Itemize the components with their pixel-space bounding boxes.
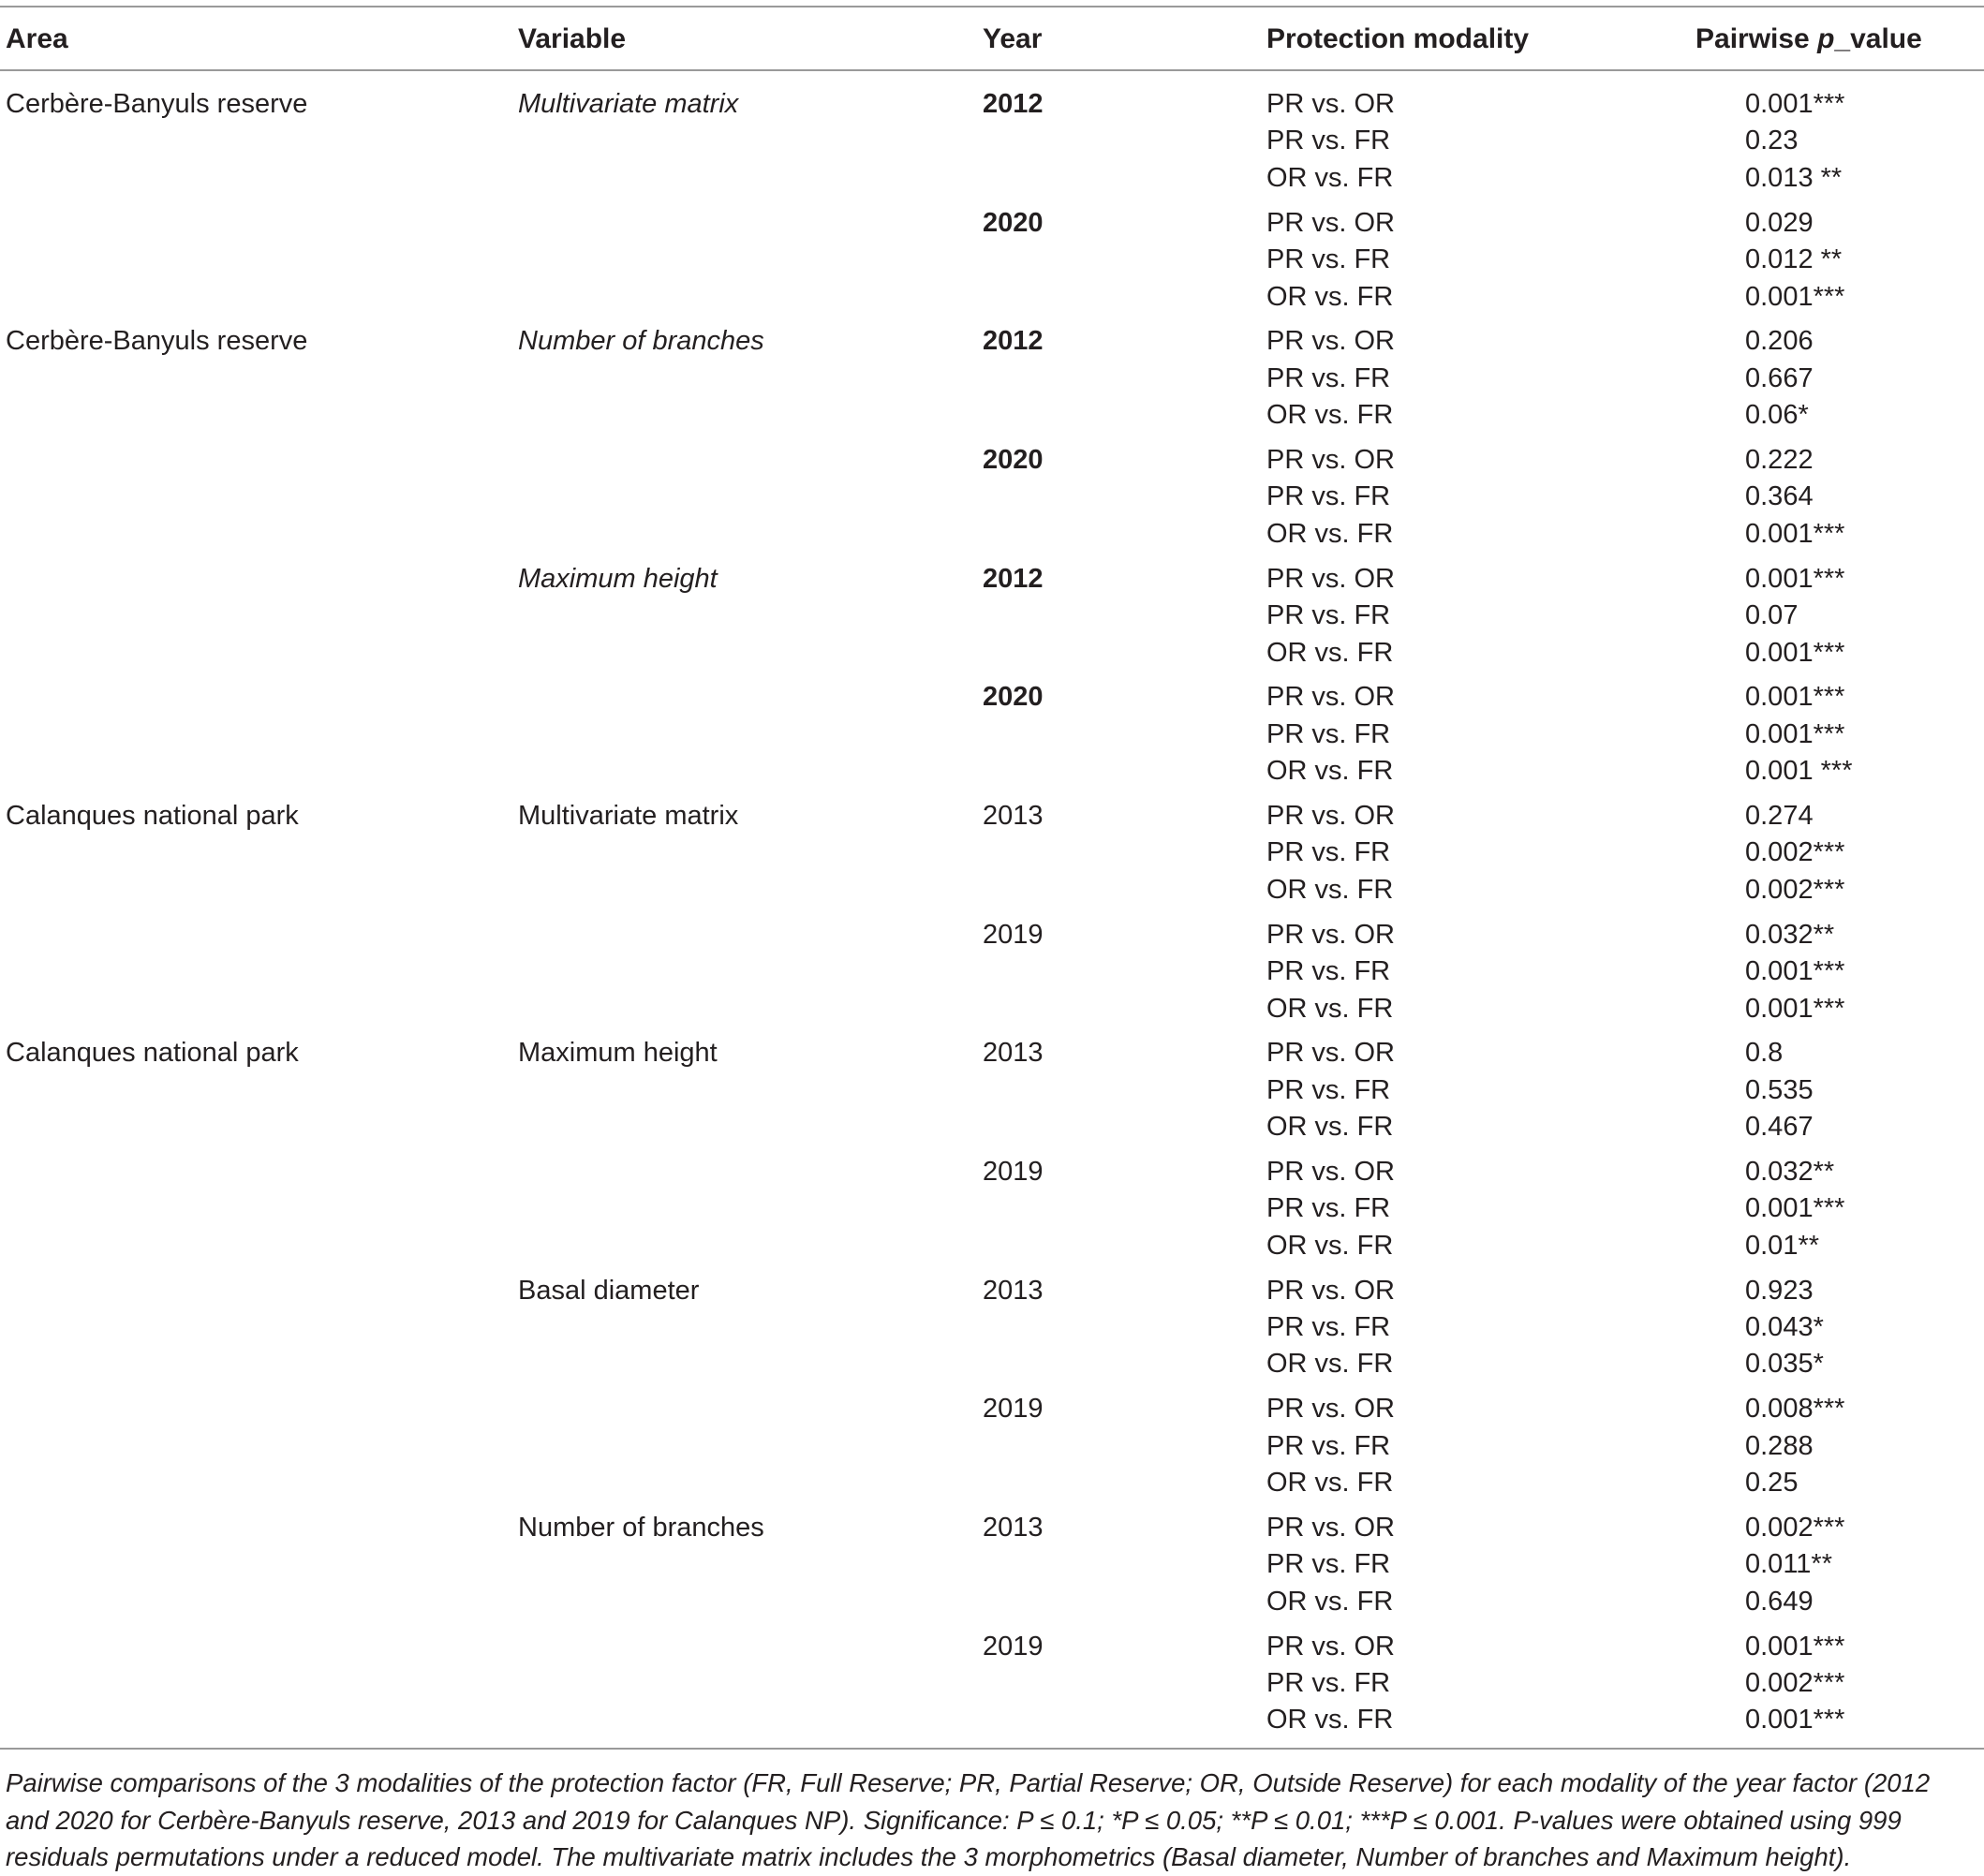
pvalue-cell: 0.001***	[1745, 281, 1845, 312]
variable-cell: Multivariate matrix	[518, 89, 739, 119]
comparison-cell: PR vs. FR	[1266, 1312, 1391, 1342]
variable-cell: Basal diameter	[518, 1275, 700, 1306]
comparison-cell: OR vs. FR	[1266, 1230, 1394, 1261]
pvalue-cell: 0.001***	[1745, 89, 1845, 119]
comparison-cell: PR vs. OR	[1266, 1512, 1395, 1543]
variable-cell: Maximum height	[518, 563, 718, 594]
pvalue-cell: 0.23	[1745, 126, 1799, 156]
comparison-cell: OR vs. FR	[1266, 1705, 1394, 1736]
pvalue-cell: 0.274	[1745, 800, 1814, 831]
header-pairwise-pvalue	[1695, 19, 1922, 60]
pvalue-cell: 0.001 ***	[1745, 756, 1853, 787]
pvalue-cell: 0.364	[1745, 481, 1814, 512]
pvalue-cell: 0.001***	[1745, 1631, 1845, 1662]
comparison-cell: PR vs. FR	[1266, 126, 1391, 156]
comparison-cell: OR vs. FR	[1266, 993, 1394, 1024]
area-cell: Cerbère-Banyuls reserve	[6, 89, 308, 119]
comparison-cell: PR vs. OR	[1266, 89, 1395, 119]
header-pvalue-italic: p	[1817, 23, 1835, 54]
variable-cell: Multivariate matrix	[518, 800, 739, 831]
comparison-cell: OR vs. FR	[1266, 162, 1394, 193]
pvalue-cell: 0.008***	[1745, 1394, 1845, 1425]
year-cell: 2019	[983, 1156, 1044, 1187]
year-cell: 2013	[983, 1038, 1044, 1069]
variable-cell: Number of branches	[518, 326, 764, 357]
comparison-cell: PR vs. OR	[1266, 445, 1395, 475]
comparison-cell: OR vs. FR	[1266, 1349, 1394, 1380]
comparison-cell: PR vs. OR	[1266, 1631, 1395, 1662]
variable-cell: Maximum height	[518, 1038, 718, 1069]
header-variable: Variable	[518, 23, 627, 54]
pvalue-cell: 0.002***	[1745, 837, 1845, 868]
comparison-cell: PR vs. OR	[1266, 1394, 1395, 1425]
pvalue-cell: 0.029	[1745, 207, 1814, 238]
pvalue-cell: 0.035*	[1745, 1349, 1824, 1380]
pvalue-cell: 0.013 **	[1745, 162, 1843, 193]
header-area: Area	[6, 23, 68, 54]
pvalue-cell: 0.002***	[1745, 874, 1845, 905]
comparison-cell: PR vs. FR	[1266, 244, 1391, 275]
year-cell: 2020	[983, 445, 1044, 475]
comparison-cell: PR vs. FR	[1266, 1430, 1391, 1461]
pvalue-cell: 0.001***	[1745, 956, 1845, 986]
header-year: Year	[983, 23, 1043, 54]
comparison-cell: PR vs. FR	[1266, 956, 1391, 986]
year-cell: 2019	[983, 1394, 1044, 1425]
pvalue-cell: 0.8	[1745, 1038, 1784, 1069]
comparison-cell: PR vs. FR	[1266, 718, 1391, 749]
pvalue-cell: 0.06*	[1745, 400, 1809, 431]
year-cell: 2013	[983, 800, 1044, 831]
comparison-cell: PR vs. OR	[1266, 1038, 1395, 1069]
header-rule	[0, 69, 1984, 71]
comparison-cell: PR vs. FR	[1266, 837, 1391, 868]
comparison-cell: PR vs. FR	[1266, 1549, 1391, 1580]
comparison-cell: PR vs. OR	[1266, 563, 1395, 594]
comparison-cell: PR vs. OR	[1266, 1275, 1395, 1306]
area-cell: Cerbère-Banyuls reserve	[6, 326, 308, 357]
comparison-cell: OR vs. FR	[1266, 400, 1394, 431]
pvalue-cell: 0.001***	[1745, 637, 1845, 668]
pvalue-cell: 0.01**	[1745, 1230, 1820, 1261]
comparison-cell: PR vs. FR	[1266, 1193, 1391, 1224]
pvalue-cell: 0.206	[1745, 326, 1814, 357]
year-cell: 2019	[983, 919, 1044, 950]
pvalue-cell: 0.07	[1745, 600, 1799, 631]
pvalue-cell: 0.002***	[1745, 1667, 1845, 1698]
comparison-cell: PR vs. OR	[1266, 326, 1395, 357]
comparison-cell: PR vs. OR	[1266, 207, 1395, 238]
pvalue-cell: 0.222	[1745, 445, 1814, 475]
variable-cell: Number of branches	[518, 1512, 764, 1543]
pvalue-cell: 0.012 **	[1745, 244, 1843, 275]
comparison-cell: PR vs. FR	[1266, 362, 1391, 393]
comparison-cell: OR vs. FR	[1266, 1586, 1394, 1617]
pvalue-cell: 0.288	[1745, 1430, 1814, 1461]
table-caption: Pairwise comparisons of the 3 modalities of the protection factor (FR, Full Reserve; PR, Partial Reserve; OR, Outside Reserve) for each modality of the year factor (2012 and 2020 for Cerbère-Banyuls reserve, 2013 and 2019 for Calanques NP). Significance: P ≤ 0.1; *P ≤ 0.05; **P ≤ 0.01; ***P ≤ 0.001. P-values were obtained using 999 residuals permutations under a reduced model. The multivariate matrix includes the 3 morphometrics (Basal diameter, Number of branches and Maximum height).	[6, 1768, 1931, 1871]
comparison-cell: OR vs. FR	[1266, 1112, 1394, 1143]
header-pvalue-suffix: _value	[1834, 23, 1922, 54]
pvalue-cell: 0.032**	[1745, 1156, 1835, 1187]
pvalue-cell: 0.001***	[1745, 1193, 1845, 1224]
comparison-cell: PR vs. OR	[1266, 1156, 1395, 1187]
pvalue-cell: 0.535	[1745, 1074, 1814, 1105]
comparison-cell: PR vs. FR	[1266, 481, 1391, 512]
pvalue-cell: 0.649	[1745, 1586, 1814, 1617]
pvalue-cell: 0.467	[1745, 1112, 1814, 1143]
year-cell: 2020	[983, 207, 1044, 238]
header-protection-modality: Protection modality	[1266, 23, 1530, 54]
pvalue-cell: 0.001***	[1745, 718, 1845, 749]
year-cell: 2013	[983, 1512, 1044, 1543]
pvalue-cell: 0.043*	[1745, 1312, 1824, 1342]
comparison-cell: OR vs. FR	[1266, 637, 1394, 668]
pvalue-cell: 0.011**	[1745, 1549, 1832, 1580]
comparison-cell: PR vs. OR	[1266, 919, 1395, 950]
pvalue-cell: 0.032**	[1745, 919, 1835, 950]
header-pvalue-prefix: Pairwise	[1695, 23, 1818, 54]
pvalue-cell: 0.667	[1745, 362, 1814, 393]
comparison-cell: PR vs. FR	[1266, 1074, 1391, 1105]
comparison-cell: PR vs. OR	[1266, 800, 1395, 831]
comparison-cell: PR vs. FR	[1266, 1667, 1391, 1698]
area-cell: Calanques national park	[6, 1038, 299, 1069]
comparison-cell: OR vs. FR	[1266, 756, 1394, 787]
pvalue-cell: 0.001***	[1745, 518, 1845, 549]
pvalue-cell: 0.001***	[1745, 993, 1845, 1024]
comparison-cell: OR vs. FR	[1266, 874, 1394, 905]
area-cell: Calanques national park	[6, 800, 299, 831]
year-cell: 2012	[983, 89, 1044, 119]
top-rule	[0, 6, 1984, 7]
year-cell: 2012	[983, 326, 1044, 357]
comparison-cell: OR vs. FR	[1266, 518, 1394, 549]
year-cell: 2020	[983, 682, 1044, 713]
pvalue-cell: 0.001***	[1745, 1705, 1845, 1736]
bottom-rule	[0, 1748, 1984, 1750]
year-cell: 2019	[983, 1631, 1044, 1662]
year-cell: 2013	[983, 1275, 1044, 1306]
pvalue-cell: 0.002***	[1745, 1512, 1845, 1543]
pvalue-cell: 0.25	[1745, 1468, 1799, 1499]
comparison-cell: PR vs. OR	[1266, 682, 1395, 713]
pvalue-cell: 0.923	[1745, 1275, 1814, 1306]
comparison-cell: OR vs. FR	[1266, 1468, 1394, 1499]
pvalue-cell: 0.001***	[1745, 682, 1845, 713]
pvalue-cell: 0.001***	[1745, 563, 1845, 594]
comparison-cell: OR vs. FR	[1266, 281, 1394, 312]
comparison-cell: PR vs. FR	[1266, 600, 1391, 631]
year-cell: 2012	[983, 563, 1044, 594]
